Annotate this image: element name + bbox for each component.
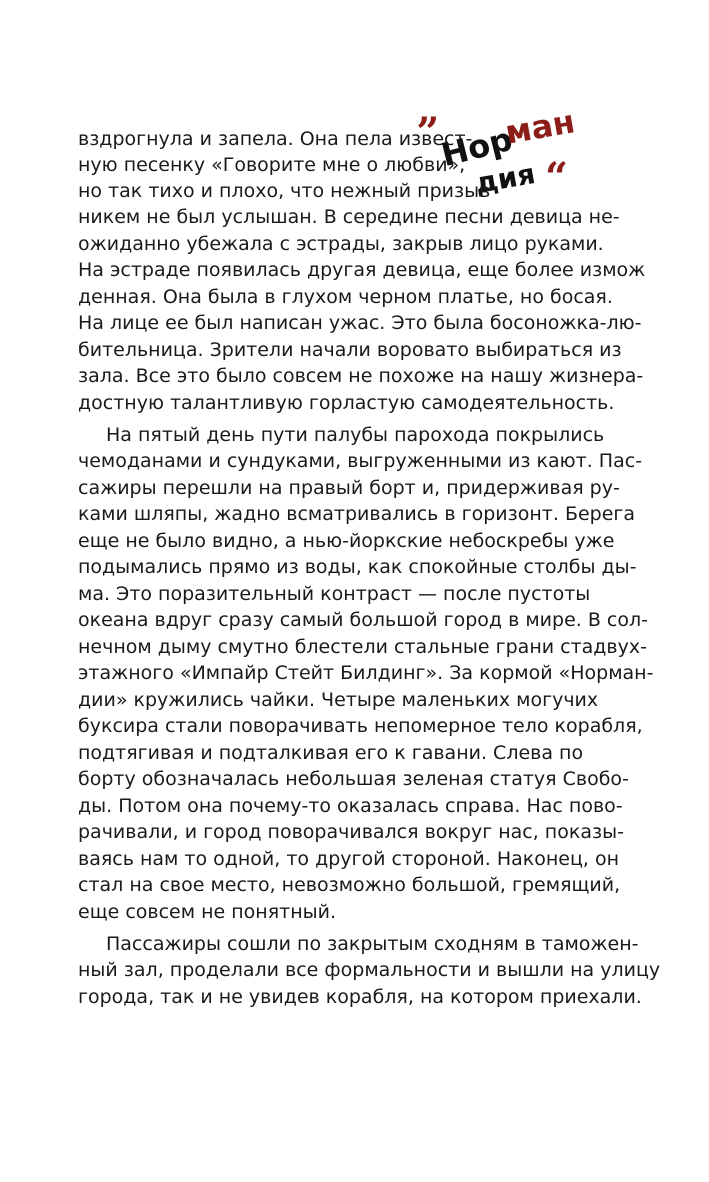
text-line: бительница. Зрители начали воровато выбираться из xyxy=(78,339,622,361)
text-line: рачивали, и город поворачивался вокруг нас, показы- xyxy=(78,821,624,843)
text-line: этажного «Импайр Стейт Билдинг». За кормой «Норман- xyxy=(78,662,654,684)
text-line: никем не был услышан. В середине песни девица не- xyxy=(78,206,620,228)
logo-text-red: ман xyxy=(502,102,578,152)
text-line: Пассажиры сошли по закрытым сходням в таможен- xyxy=(106,933,639,955)
text-line: еще совсем не понятный. xyxy=(78,901,337,923)
text-line: На эстраде появилась другая девица, еще более измож xyxy=(78,259,646,281)
logo-text-bottom: дия xyxy=(472,157,538,200)
text-line: ный зал, проделали все формальности и вышли на улицу xyxy=(78,959,661,981)
text-line: достную талантливую горластую самодеятельность. xyxy=(78,392,615,414)
text-line: дии» кружились чайки. Четыре маленьких могучих xyxy=(78,689,599,711)
text-line: ожиданно убежала с эстрады, закрыв лицо руками. xyxy=(78,233,604,255)
text-line: но так тихо и плохо, что нежный призыв xyxy=(78,180,491,202)
text-line: денная. Она была в глухом черном платье, но босая. xyxy=(78,286,613,308)
text-line: подымались прямо из воды, как спокойные столбы ды- xyxy=(78,556,637,578)
text-line: города, так и не увидев корабля, на котором приехали. xyxy=(78,986,642,1008)
logo-open-quote: „ xyxy=(417,86,441,133)
text-line: ды. Потом она почему-то оказалась справа. Нас пово- xyxy=(78,795,623,817)
logo-text-dark: Нор xyxy=(437,119,517,175)
text-line: еще не было видно, а нью-йоркские небоскребы уже xyxy=(78,530,615,552)
text-line: На лице ее был написан ужас. Это была босоножка-лю- xyxy=(78,312,642,334)
text-line: сажиры перешли на правый борт и, придерживая ру- xyxy=(78,477,620,499)
text-line: нечном дыму смутно блестели стальные грани стадвух- xyxy=(78,636,647,658)
text-line: стал на свое место, невозможно большой, гремящий, xyxy=(78,874,621,896)
text-line: подтягивая и подталкивая его к гавани. Слева по xyxy=(78,742,584,764)
logo-close-quote: “ xyxy=(545,154,569,201)
text-line: ма. Это поразительный контраст — после пустоты xyxy=(78,583,591,605)
text-line: океана вдруг сразу самый большой город в мире. В сол- xyxy=(78,609,648,631)
text-line: ваясь нам то одной, то другой стороной. Наконец, он xyxy=(78,848,620,870)
text-line: борту обозначалась небольшая зеленая статуя Свобо- xyxy=(78,768,629,790)
text-line: ную песенку «Говорите мне о любви», xyxy=(78,154,466,176)
text-line: ками шляпы, жадно всматривались в горизонт. Берега xyxy=(78,503,636,525)
text-line: На пятый день пути палубы парохода покрылись xyxy=(106,424,605,446)
text-line: чемоданами и сундуками, выгруженными из кают. Пас- xyxy=(78,450,643,472)
text-line: вздрогнула и запела. Она пела извест- xyxy=(78,128,473,150)
text-line: буксира стали поворачивать непомерное тело корабля, xyxy=(78,715,643,737)
text-line: зала. Все это было совсем не похоже на нашу жизнера- xyxy=(78,365,644,387)
